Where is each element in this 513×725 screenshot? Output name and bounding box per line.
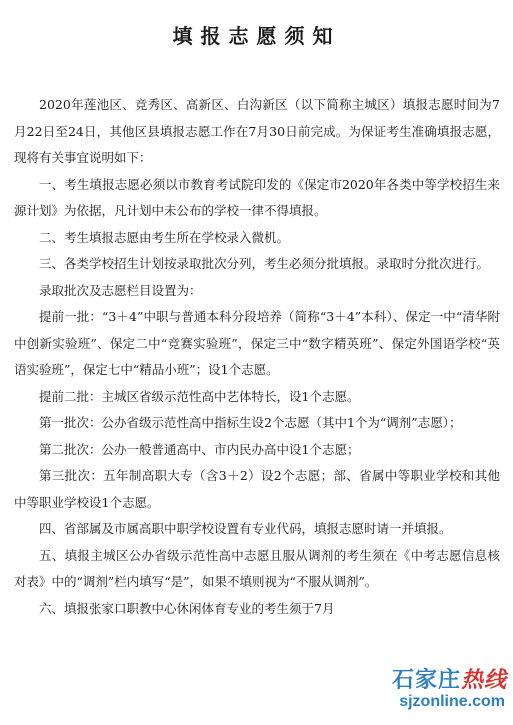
page-title: 填报志愿须知: [172, 24, 341, 48]
document-body: [14, 92, 500, 622]
paragraph-early-batch-1: 提前一批：“3＋4”中职与普通本科分段培养（简称“3＋4”本科）、保定一中“清华附中创新实验班”、保定二中“竞赛实验班”，保定三中“数字精英班”、保定外国语学校“英语实验班”，保定七中“精品小班”；设1个志愿。: [14, 309, 500, 377]
paragraph-batch-3: 第三批次：五年制高职大专（含3＋2）设2个志愿；部、省属中等职业学校和其他中等职业学校设1个志愿。: [14, 468, 500, 510]
paragraph-batch-2: 第二批次：公办一般普通高中、市内民办高中设1个志愿；: [39, 441, 360, 457]
paragraph-early-batch-2: 提前二批：主城区省级示范性高中艺体特长，设1个志愿。: [39, 388, 360, 404]
paragraph-batch-1: 第一批次：公办省级示范性高中指标生设2个志愿（其中1个为“调剂”志愿）；: [39, 415, 462, 430]
watermark-brand-part2: 热线: [460, 668, 507, 693]
watermark-url: sjzonline.com: [399, 693, 505, 710]
watermark-brand-part1: 石家庄: [391, 668, 461, 693]
watermark-brand: [392, 663, 507, 694]
paragraph-intro: 2020年莲池区、竞秀区、高新区、白沟新区（以下简称主城区）填报志愿时间为7月22日至24日，其他区县填报志愿工作在7月30日前完成。为保证考生准确填报志愿，现将有关事宜说明如下：: [14, 97, 500, 165]
paragraph-item-3: 三、各类学校招生计划按录取批次分列，考生必须分批填报。录取时分批次进行。: [39, 256, 490, 271]
site-watermark-logo: [357, 663, 507, 719]
paragraph-item-4: 四、省部属及市属高职中职学校设置有专业代码，填报志愿时请一并填报。: [39, 521, 452, 536]
paragraph-item-2: 二、考生填报志愿由考生所在学校录入微机。: [39, 229, 290, 245]
paragraph-item-6: 六、填报张家口职教中心休闲体育专业的考生须于7月: [39, 600, 335, 616]
paragraph-batch-heading: 录取批次及志愿栏目设置为：: [39, 282, 202, 298]
paragraph-item-5: 五、填报主城区公办省级示范性高中志愿且服从调剂的考生须在《中考志愿信息核对表》中的“调剂”栏内填写“是”，如果不填则视为“不服从调剂”。: [14, 547, 500, 589]
paragraph-item-1: 一、考生填报志愿必须以市教育考试院印发的《保定市2020年各类中等学校招生来源计划》为依据，凡计划中未公布的学校一律不得填报。: [14, 176, 500, 218]
